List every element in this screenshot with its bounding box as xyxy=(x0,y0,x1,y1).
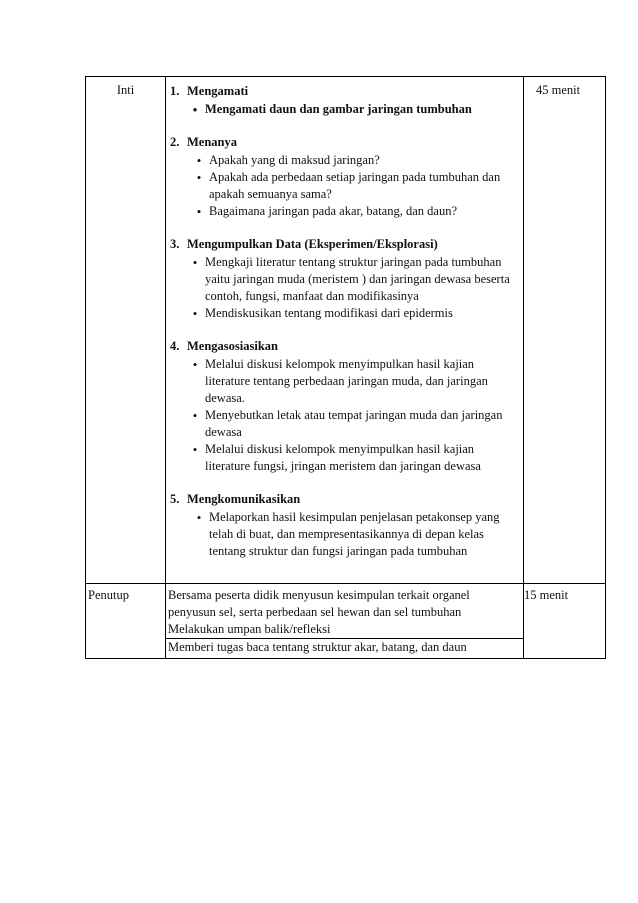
bullet-icon: • xyxy=(192,408,198,423)
bullet-icon: • xyxy=(196,204,202,219)
activity-line: penyusun sel, serta perbedaan sel hewan dan sel tumbuhan xyxy=(168,605,462,619)
activity-section xyxy=(170,236,519,322)
activity-section xyxy=(170,134,519,220)
activity-cell xyxy=(166,77,524,584)
time-label: 15 menit xyxy=(524,588,569,602)
list-item: • Melalui diskusi kelompok menyimpulkan hasil kajian literature tentang perbedaan jaringan muda, dan jaringan dewasa. xyxy=(170,356,519,407)
list-item: • Apakah yang di maksud jaringan? xyxy=(170,152,519,169)
activity-line: Melakukan umpan balik/refleksi xyxy=(168,622,331,636)
activity-section xyxy=(170,83,519,118)
lesson-activities-table xyxy=(85,76,606,659)
activity-section xyxy=(170,491,519,560)
phase-cell xyxy=(86,584,166,659)
section-heading: 2. Menanya xyxy=(170,135,237,149)
section-heading: 4. Mengasosiasikan xyxy=(170,339,278,353)
bullet-icon: • xyxy=(192,442,198,457)
bullet-icon: • xyxy=(192,255,198,270)
list-item: • Apakah ada perbedaan setiap jaringan pada tumbuhan dan apakah semuanya sama? xyxy=(170,169,519,203)
activity-section xyxy=(170,338,519,475)
list-item: • Bagaimana jaringan pada akar, batang, dan daun? xyxy=(170,203,519,220)
table-row xyxy=(86,77,606,584)
list-item: • Menyebutkan letak atau tempat jaringan muda dan jaringan dewasa xyxy=(170,407,519,441)
activity-cell xyxy=(166,584,524,659)
bullet-icon: • xyxy=(196,153,202,168)
activity-line: Bersama peserta didik menyusun kesimpulan terkait organel xyxy=(168,588,470,602)
time-cell xyxy=(524,77,606,584)
bullet-icon: • xyxy=(192,102,198,117)
list-item: • Melalui diskusi kelompok menyimpulkan hasil kajian literature fungsi, jringan meristem dan jaringan dewasa xyxy=(170,441,519,475)
section-heading: 5. Mengkomunikasikan xyxy=(170,492,301,506)
phase-label: Inti xyxy=(116,83,135,97)
section-heading: 1. Mengamati xyxy=(170,84,249,98)
list-item: • Mengkaji literatur tentang struktur jaringan pada tumbuhan yaitu jaringan muda (meristem ) dan jaringan dewasa beserta contoh, fungsi, manfaat dan modifikasinya xyxy=(170,254,519,305)
table-row xyxy=(86,584,606,659)
time-cell xyxy=(524,584,606,659)
activity-line: Memberi tugas baca tentang struktur akar, batang, dan daun xyxy=(168,640,467,654)
bullet-icon: • xyxy=(192,306,198,321)
section-heading: 3. Mengumpulkan Data (Eksperimen/Eksplorasi) xyxy=(170,237,438,251)
bullet-icon: • xyxy=(196,510,202,525)
list-item: • Melaporkan hasil kesimpulan penjelasan petakonsep yang telah di buat, dan mempresentasikannya di depan kelas tentang struktur dan fungsi jaringan pada tumbuhan xyxy=(170,509,519,560)
time-label: 45 menit xyxy=(536,83,581,97)
phase-cell xyxy=(86,77,166,584)
list-item: • Mendiskusikan tentang modifikasi dari epidermis xyxy=(170,305,519,322)
phase-label: Penutup xyxy=(88,588,129,602)
bullet-icon: • xyxy=(196,170,202,185)
list-item: • Mengamati daun dan gambar jaringan tumbuhan xyxy=(170,101,519,118)
bullet-icon: • xyxy=(192,357,198,372)
